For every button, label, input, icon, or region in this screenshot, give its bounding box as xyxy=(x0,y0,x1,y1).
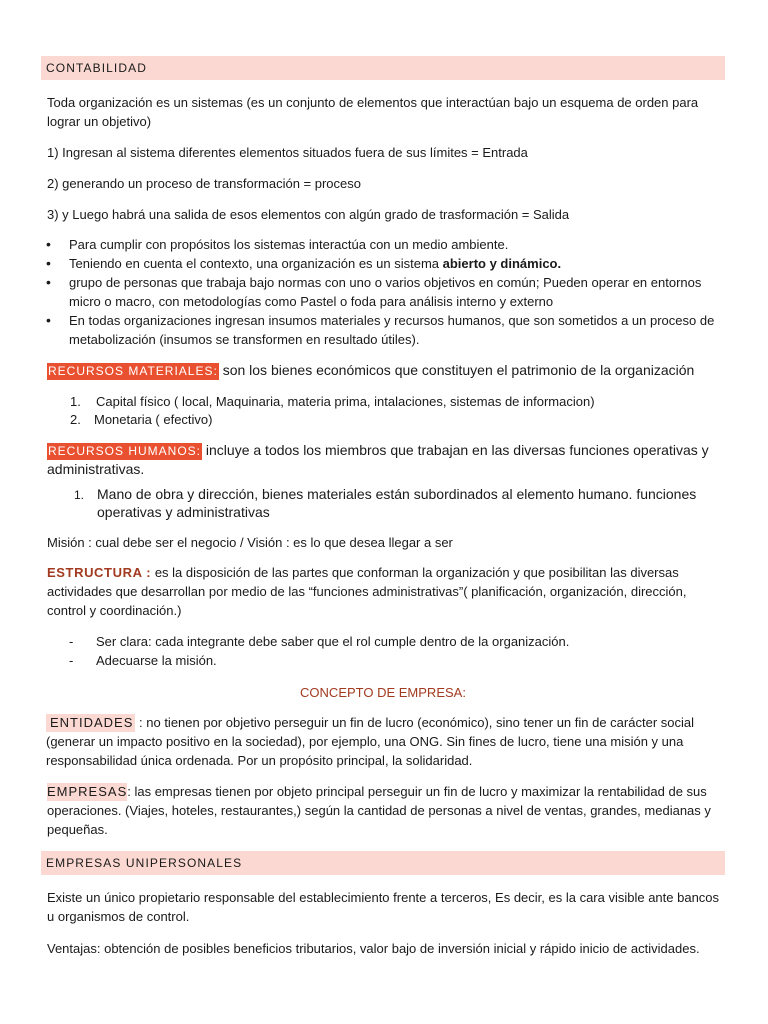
list-item: Monetaria ( efectivo) xyxy=(94,412,213,427)
bullet-icon: • xyxy=(46,274,51,290)
entidades-label: ENTIDADES xyxy=(46,714,135,732)
step-1: 1) Ingresan al sistema diferentes elementos situados fuera de sus límites = Entrada xyxy=(47,145,528,160)
bullet-icon: • xyxy=(46,312,51,328)
list-number: 2. xyxy=(70,412,81,427)
bold-text: abierto y dinámico. xyxy=(442,256,562,271)
section-title: CONTABILIDAD xyxy=(46,61,147,75)
empresas-text: : las empresas tienen por objeto principal perseguir un fin de lucro y maximizar la rentabilidad de sus operaciones. (Viajes, hoteles, restaurantes,) según la cantidad de personas a nivel de ventas, grandes, medianas y pequeñas. xyxy=(47,784,711,837)
empresas-label: EMPRESAS xyxy=(47,784,128,799)
dash-item: Adecuarse la misión. xyxy=(96,653,217,668)
step-2: 2) generando un proceso de transformación = proceso xyxy=(47,176,361,191)
entidades-paragraph xyxy=(46,713,726,770)
bullet-text: Teniendo en cuenta el contexto, una organización es un sistema xyxy=(69,256,443,271)
dash-marker: - xyxy=(69,634,74,649)
bullet-item: Para cumplir con propósitos los sistemas interactúa con un medio ambiente. xyxy=(69,237,509,252)
bullet-icon: • xyxy=(46,236,51,252)
recursos-materiales-text: son los bienes económicos que constituyen el patrimonio de la organización xyxy=(218,362,695,378)
section-header-contabilidad xyxy=(41,56,725,80)
bullet-item: grupo de personas que trabaja bajo normas con uno o varios objetivos en común; Pueden operar en entornos micro o macro, con metodologías como Pastel o foda para análisis interno y externo xyxy=(69,275,702,309)
ventajas-paragraph: Ventajas: obtención de posibles beneficios tributarios, valor bajo de inversión inicial y rápido inicio de actividades. xyxy=(47,941,700,956)
entidades-text: : no tienen por objetivo perseguir un fin de lucro (económico), sino tener un fin de carácter social (generar un impacto positivo en la sociedad), por ejemplo, una ONG. Sin fines de lucro, tiene una misión y una responsabilidad única ordenada. Por un propósito principal, la solidaridad. xyxy=(46,715,694,768)
list-number: 1. xyxy=(74,488,85,502)
list-number: 1. xyxy=(70,394,81,409)
dash-marker: - xyxy=(69,653,74,668)
concepto-heading: CONCEPTO DE EMPRESA: xyxy=(300,685,466,700)
estructura-text: es la disposición de las partes que conforman la organización y que posibilitan las diversas actividades que desarrollan por medio de las “funciones administrativas”( planificación, organización, dirección, control y coordinación.) xyxy=(47,565,687,618)
section-header-unipersonales xyxy=(41,851,725,875)
list-item: Capital físico ( local, Maquinaria, materia prima, intalaciones, sistemas de informacion) xyxy=(96,394,595,409)
recursos-humanos-label: RECURSOS HUMANOS: xyxy=(48,444,202,458)
recursos-humanos-paragraph xyxy=(47,441,727,478)
estructura-paragraph xyxy=(47,563,727,620)
recursos-humanos-text: incluye a todos los miembros que trabajan en las diversas funciones operativas y administrativas. xyxy=(47,442,709,477)
empresas-paragraph xyxy=(47,782,727,839)
bullet-item xyxy=(69,254,729,273)
estructura-label: ESTRUCTURA : xyxy=(47,565,152,580)
unipersonales-paragraph: Existe un único propietario responsable del establecimiento frente a terceros, Es decir, es la cara visible ante bancos u organismos de control. xyxy=(47,890,720,924)
recursos-materiales-label: RECURSOS MATERIALES: xyxy=(48,364,218,378)
list-item: Mano de obra y dirección, bienes materiales están subordinados al elemento humano. funciones operativas y administrativas xyxy=(97,486,697,520)
dash-item: Ser clara: cada integrante debe saber que el rol cumple dentro de la organización. xyxy=(96,634,570,649)
bullet-item: En todas organizaciones ingresan insumos materiales y recursos humanos, que son sometidos a un proceso de metabolización (insumos se transformen en resultado útiles). xyxy=(69,313,715,347)
step-3: 3) y Luego habrá una salida de esos elementos con algún grado de trasformación = Salida xyxy=(47,207,570,222)
bullet-icon: • xyxy=(46,255,51,271)
recursos-materiales-paragraph xyxy=(47,361,727,381)
mision-vision: Misión : cual debe ser el negocio / Visión : es lo que desea llegar a ser xyxy=(47,535,453,550)
section-title: EMPRESAS UNIPERSONALES xyxy=(46,856,243,870)
intro-paragraph: Toda organización es un sistemas (es un conjunto de elementos que interactúan bajo un esquema de orden para lograr un objetivo) xyxy=(47,95,699,129)
